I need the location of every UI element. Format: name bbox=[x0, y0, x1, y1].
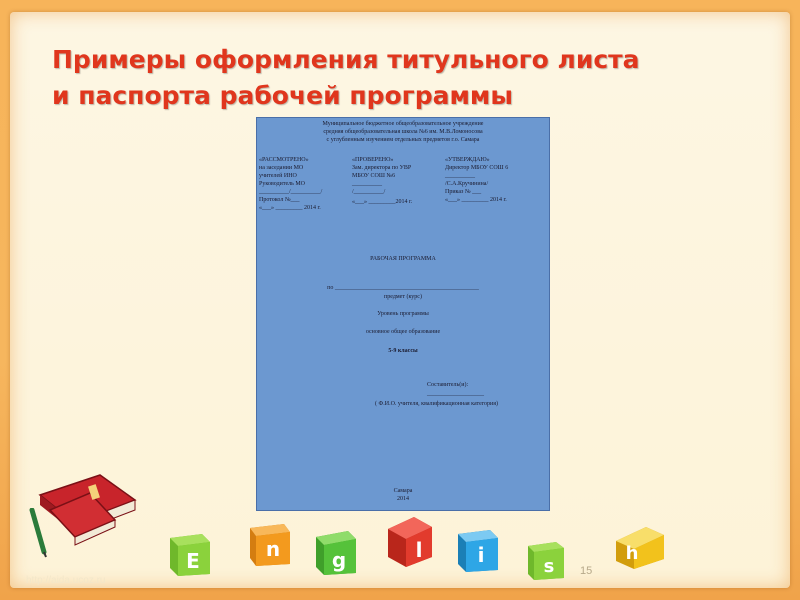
letter-cube-n bbox=[246, 520, 294, 570]
approval-line: Приказ № ___ bbox=[445, 189, 482, 195]
letter-cube-h bbox=[612, 523, 668, 571]
program-level-label: Уровень программы bbox=[377, 311, 429, 317]
cube-letter: n bbox=[265, 537, 281, 561]
approval-line: «___» _________ 2014 г. bbox=[259, 205, 321, 211]
program-level-value: основное общее образование bbox=[365, 329, 441, 335]
approval-line: Директор МБОУ СОШ 6 bbox=[445, 165, 509, 171]
slide-page-number: 15 bbox=[580, 565, 593, 577]
letter-cube-e bbox=[166, 528, 214, 578]
approval-line: /С.А.Кручинина/ bbox=[445, 181, 489, 187]
pen-illustration bbox=[28, 508, 52, 558]
school-header-line: с углубленным изучением отдельных предметов г.о. Самара bbox=[326, 137, 480, 143]
watermark-url: http://aida.ucoz.ru bbox=[26, 575, 106, 586]
approval-line: Руководитель МО bbox=[259, 181, 306, 187]
school-header-line: средняя общеобразовательная школа №6 им. М.В.Ломоносова bbox=[323, 129, 483, 135]
grades: 5-9 классы bbox=[388, 348, 418, 354]
cube-letter: E bbox=[186, 549, 200, 573]
approval-line: __________/__________/ bbox=[259, 189, 323, 195]
letter-cube-l bbox=[384, 513, 436, 569]
program-title: РАБОЧАЯ ПРОГРАММА bbox=[370, 256, 436, 262]
approval-line: Протокол №___ bbox=[259, 197, 300, 203]
title-line-2: и паспорта рабочей программы bbox=[52, 81, 513, 110]
approval-line: на заседании МО bbox=[259, 165, 304, 171]
cube-letter: i bbox=[477, 543, 485, 567]
author-line: ___________________ bbox=[427, 391, 484, 397]
approval-line: «РАССМОТРЕНО» bbox=[259, 157, 309, 163]
approval-line: «___» _________ 2014 г. bbox=[445, 197, 507, 203]
approval-column-checked bbox=[352, 156, 412, 206]
title-line-1: Примеры оформления титульного листа bbox=[52, 45, 640, 74]
slide-title bbox=[52, 42, 772, 114]
approval-line: учителей ИНО bbox=[259, 173, 297, 179]
author-label: Составитель(и): bbox=[427, 382, 469, 388]
city: Самара bbox=[393, 488, 413, 494]
school-header-line: Муниципальное бюджетное общеобразовательное учреждение bbox=[322, 121, 484, 127]
approval-column-approved bbox=[445, 156, 508, 204]
title-page-document bbox=[256, 117, 550, 511]
approval-line: МБОУ СОШ №6 bbox=[352, 173, 396, 179]
subject-line: по ________________________________________________ bbox=[327, 285, 479, 291]
letter-cube-g bbox=[312, 527, 360, 577]
year: 2014 bbox=[397, 496, 409, 502]
letter-cube-s bbox=[524, 538, 568, 582]
approval-line: «УТВЕРЖДАЮ» bbox=[445, 157, 490, 163]
subject-hint: предмет (курс) bbox=[384, 294, 422, 300]
cube-letter: l bbox=[415, 538, 423, 562]
approval-line: «ПРОВЕРЕНО» bbox=[352, 157, 394, 163]
cube-letter: g bbox=[331, 548, 347, 572]
approval-line: «___» _________2014 г. bbox=[352, 199, 413, 205]
school-header bbox=[257, 120, 549, 144]
approval-column-reviewed bbox=[259, 156, 322, 212]
approval-line: __________ bbox=[445, 173, 475, 179]
author-hint: ( Ф.И.О. учителя, квалификационная категория) bbox=[375, 401, 499, 407]
approval-line: /__________/ bbox=[352, 189, 386, 195]
cube-letter: s bbox=[543, 556, 555, 577]
approval-line: Зам. директора по УВР bbox=[352, 165, 412, 171]
approval-line: __________ bbox=[352, 181, 382, 187]
letter-cube-i bbox=[454, 524, 502, 574]
cube-letter: h bbox=[625, 543, 639, 564]
